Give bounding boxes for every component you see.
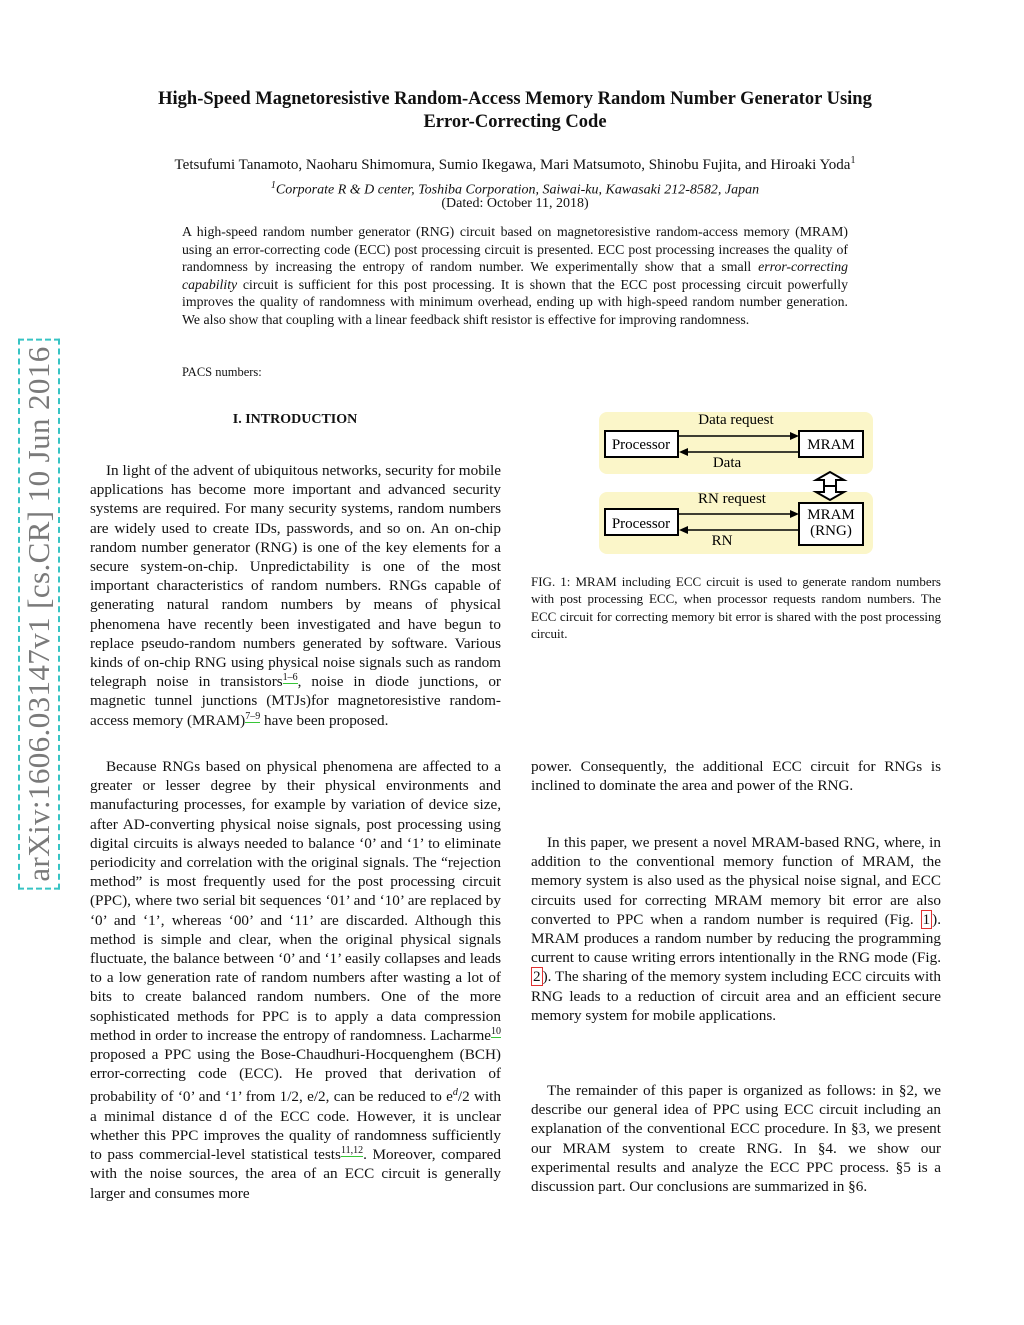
intro-p1-text-a: In light of the advent of ubiquitous networks, security for mobile applications has become more important and advanced security systems are required. For many security systems, random numbers are widely used to create IDs, passwords, and so on. An on-chip random number generator (RNG) is one of the key elements for a secure system-on-chip. Unpredictability is one of the most important characteristics of random numbers. RNGs capable of generating natural random numbers by means of physical phenomena have recently been investigated and have begun to replace pseudo-random numbers generated by software. Various kinds of on-chip RNG using physical noise signals such as random telegraph noise in transistors: [90, 462, 501, 691]
intro-paragraph-continued: power. Consequently, the additional ECC circuit for RNGs is inclined to dominate the area and power of the RNG.: [531, 758, 941, 795]
intro-paragraph-3: [531, 833, 941, 1025]
author-superscript: 1: [850, 155, 856, 166]
intro-p1-text-c: have been proposed.: [260, 711, 389, 729]
abstract: [182, 223, 848, 329]
intro-paragraph-4: The remainder of this paper is organized as follows: in §2, we describe our general idea of PPC using ECC circuit including an explanation of the conventional ECC procedure. In §3, we present our MRAM system to create RNG. In §4. we show our experimental results and analyze the ECC PPC process. §5 is a discussion part. Our conclusions are summarized in §6.: [531, 1082, 941, 1196]
mram-rng-label-1: MRAM: [807, 507, 855, 523]
pacs-numbers: PACS numbers:: [182, 365, 262, 379]
abstract-italic: error-correcting capability: [182, 259, 848, 292]
data-label: Data: [712, 455, 742, 471]
intro-p2-text-a: Because RNGs based on physical phenomena are affected to a greater or lesser degree by their physical environments and manufacturing processes, for example by variation of device size, after AD-converting physical noise signals, post processing using digital circuits is always needed to balance ‘0’ and ‘1’ to eliminate periodicity and correlation with the original signals. The “rejection method” is most frequently used for the post processing circuit (PPC), where two serial bit sequences ‘01’ and ‘10’ are replaced by ‘0’ and ‘1’, whereas ‘00’ and ‘11’ are discarded. Although this method is simple and clear, when the original physical signals fluctuate, the balance between ‘0’ and ‘1’ easily collapses and leads to a low generation rate of random numbers after wasting a lot of bits to create balanced random numbers. One of the more sophisticated methods for PPC is to apply a data compression method in order to increase the entropy of randomness. Lacharme: [90, 758, 501, 1044]
intro-p2-text-d: . Moreover, compared with the noise sources, the area of an ECC circuit is generally larger and consumes more: [90, 1146, 501, 1202]
title-line-2: Error-Correcting Code: [423, 112, 607, 132]
figure-1: [596, 408, 876, 558]
data-request-label: Data request: [698, 412, 774, 428]
citation-link[interactable]: 10: [491, 1025, 501, 1037]
intro-p2-text-c: /2 with a minimal distance d of the ECC code. However, it is unclear whether this PPC improves the quality of randomness sufficiently to pass commercial-level statistical tests: [90, 1088, 501, 1164]
affiliation-text: Corporate R & D center, Toshiba Corporation, Saiwai-ku, Kawasaki 212-8582, Japan: [275, 182, 760, 198]
rn-label: RN: [711, 533, 733, 549]
intro-p2-text-b: proposed a PPC using the Bose-Chaudhuri-Hocquenghem (BCH) error-correcting code (ECC). He proved that derivation of probability of ‘0’ and ‘1’ from 1/2, e/2, can be reduced to e: [90, 1046, 501, 1106]
authors: [90, 151, 940, 175]
citation-link[interactable]: 11,12: [340, 1145, 364, 1157]
intro-r2-text-c: ). The sharing of the memory system including ECC circuits with RNG leads to a reduction of circuit area and an efficient secure memory system for mobile applications.: [531, 968, 941, 1024]
intro-p1-text-b: , noise in diode junctions, or magnetic tunnel junctions (MTJs)for magnetoresistive random-access memory (MRAM): [90, 673, 501, 729]
arxiv-id[interactable]: arXiv:1606.03147v1 [cs.CR] 10 Jun 2016: [18, 338, 60, 889]
citation-link[interactable]: 7–9: [245, 710, 261, 722]
figure-reference-link[interactable]: 2: [533, 968, 541, 986]
intro-paragraph-2: [90, 757, 501, 1203]
mram-rng-label-2: (RNG): [810, 523, 852, 539]
superscript-d: d: [452, 1087, 458, 1099]
section-heading: I. INTRODUCTION: [232, 412, 358, 427]
processor-label: Processor: [611, 516, 671, 532]
citation-link[interactable]: 1–6: [282, 672, 298, 684]
mram-label: MRAM: [807, 437, 855, 453]
rn-request-label: RN request: [698, 491, 766, 507]
dated: (Dated: October 11, 2018): [441, 196, 589, 211]
title-line-1: High-Speed Magnetoresistive Random-Access Memory Random Number Generator Using: [158, 89, 872, 109]
intro-r2-text-b: ). MRAM produces a random number by reducing the programming current to cause writing errors intentionally in the RNG mode (Fig.: [531, 910, 941, 967]
figure-1-caption: FIG. 1: MRAM including ECC circuit is used to generate random numbers with post processing ECC, when processor requests random numbers. The ECC circuit for correcting memory bit error is shared with the post processing circuit.: [531, 574, 941, 641]
transform-arrow-top: [816, 472, 844, 486]
paper-title: [100, 88, 930, 134]
arxiv-sidebar: [18, 320, 60, 908]
abstract-part-2: circuit is sufficient for this post processing. It is shown that the ECC post processing circuit powerfully improves the quality of randomness with minimum overhead, ending up with high-speed random number generation. We also show that coupling with a linear feedback shift resistor is effective for improving randomness.: [182, 276, 848, 327]
author-list: Tetsufumi Tanamoto, Naoharu Shimomura, Sumio Ikegawa, Mari Matsumoto, Shinobu Fujita, and Hiroaki Yoda: [174, 157, 851, 173]
figure-reference-link[interactable]: 1: [922, 910, 931, 928]
intro-paragraph-1: [90, 461, 501, 730]
intro-r2-text-a: In this paper, we present a novel MRAM-based RNG, where, in addition to the conventional memory function of MRAM, the memory system is also used as the physical noise signal, and ECC circuits used for correcting MRAM memory bit error are also converted to PPC when a random number is required (Fig.: [531, 834, 941, 928]
affiliation-superscript: 1: [270, 180, 276, 191]
processor-label: Processor: [611, 437, 671, 453]
figure-1-diagram: [596, 408, 876, 558]
abstract-part-1: A high-speed random number generator (RNG) circuit based on magnetoresistive random-access memory (MRAM) using an error-correcting code (ECC) post processing circuit is presented. ECC post processing increases the quality of randomness by increasing the entropy of random number. We experimentally show that a small: [182, 224, 848, 275]
